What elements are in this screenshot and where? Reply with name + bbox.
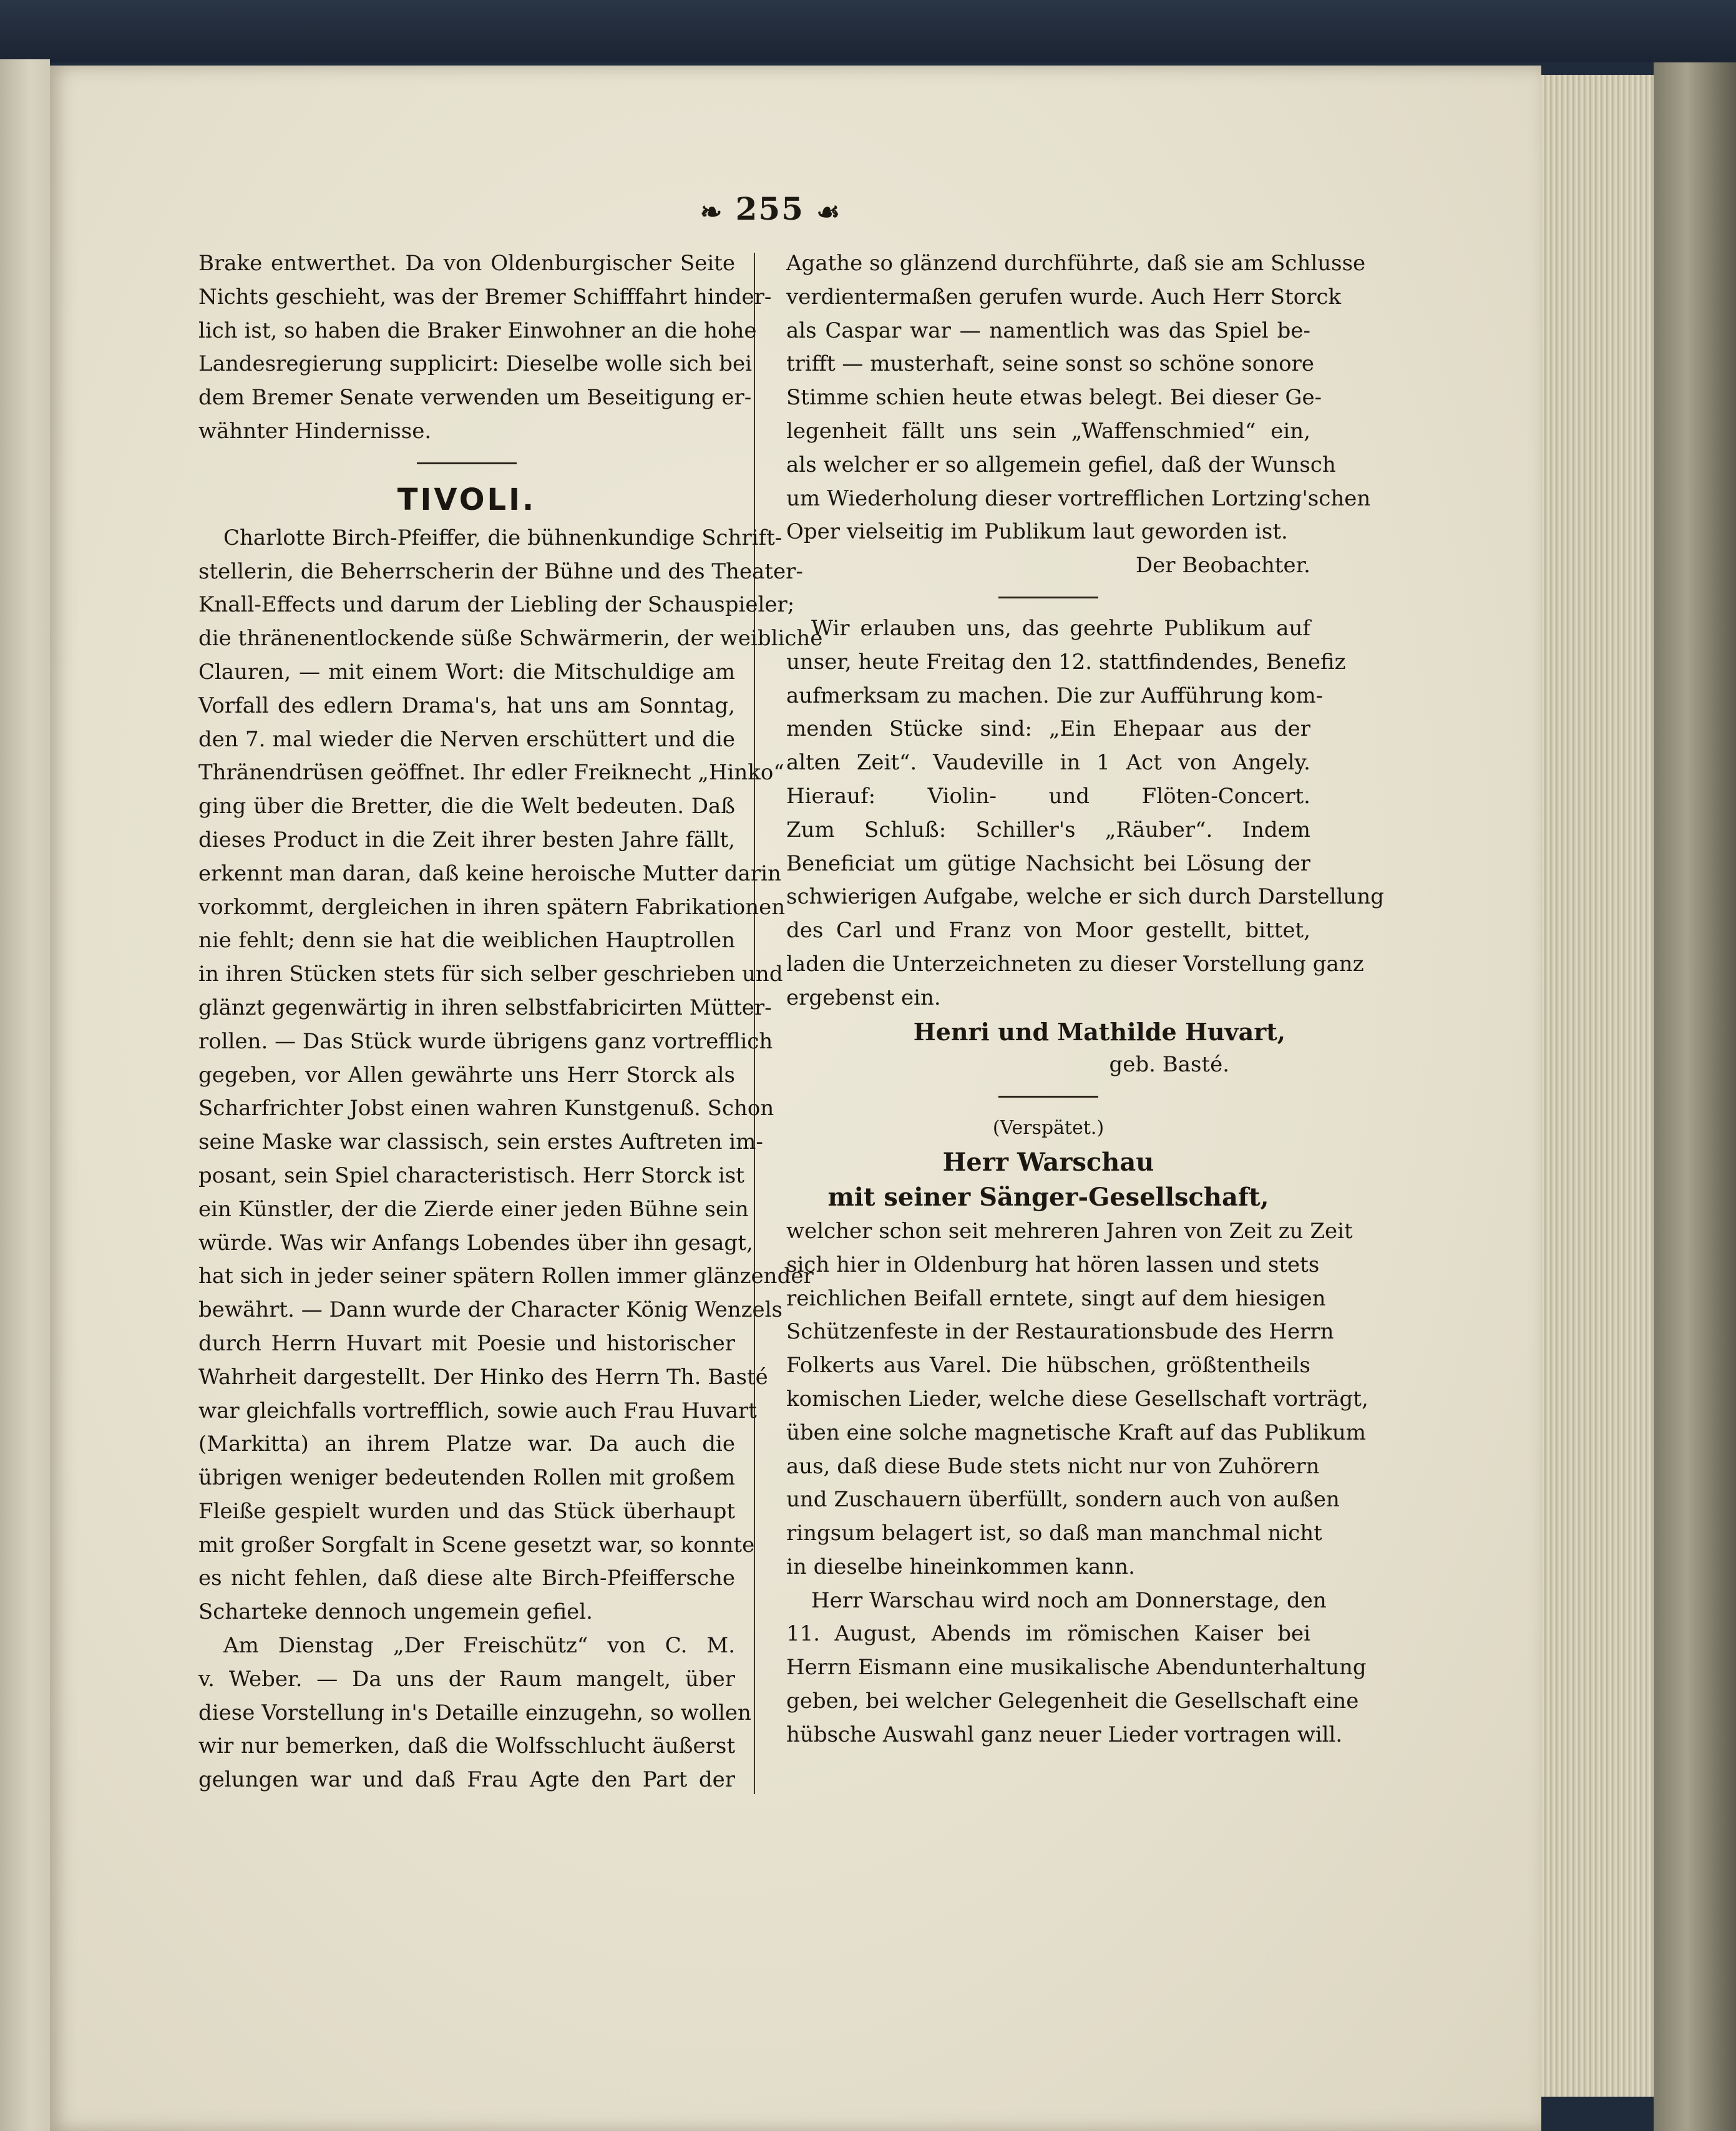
text-line: bewährt. — Dann wurde der Character König Wenzels xyxy=(198,1297,783,1323)
book-cover-top xyxy=(0,0,1736,62)
text-line: Knall-Effects und darum der Liebling der Schauspieler; xyxy=(198,592,795,618)
subheading-warschau: Herr Warschau xyxy=(942,1147,1154,1177)
text-line: posant, sein Spiel characteristisch. Herr Storck ist xyxy=(198,1163,744,1188)
text-line: ergebenst ein. xyxy=(786,985,941,1010)
text-line: lich ist, so haben die Braker Einwohner an die hohe xyxy=(198,318,757,343)
text-line: geben, bei welcher Gelegenheit die Gesellschaft eine xyxy=(786,1689,1359,1714)
text-line: Hierauf: Violin- und Flöten-Concert. xyxy=(786,783,1310,809)
text-line: Schützenfeste in der Restaurationsbude des Herrn xyxy=(786,1319,1334,1345)
text-line: durch Herrn Huvart mit Poesie und historischer xyxy=(198,1330,735,1356)
signature-nee: geb. Basté. xyxy=(1109,1052,1229,1078)
text-line: übrigen weniger bedeutenden Rollen mit großem xyxy=(198,1465,735,1491)
text-line: Nichts geschieht, was der Bremer Schifffahrt hinder- xyxy=(198,284,772,310)
text-line: würde. Was wir Anfangs Lobendes über ihn gesagt, xyxy=(198,1230,753,1256)
text-line: Scharfrichter Jobst einen wahren Kunstgenuß. Schon xyxy=(198,1096,774,1121)
text-line: Oper vielseitig im Publikum laut geworden ist. xyxy=(786,519,1288,545)
section-rule xyxy=(998,1096,1098,1098)
text-line: nie fehlt; denn sie hat die weiblichen Hauptrollen xyxy=(198,928,735,953)
signature-huvart: Henri und Mathilde Huvart, xyxy=(913,1017,1285,1046)
freischuetz-paragraph xyxy=(198,1629,751,1797)
text-line: vorkommt, dergleichen in ihren spätern Fabrikationen xyxy=(198,894,786,920)
text-line: hat sich in jeder seiner spätern Rollen immer glänzender xyxy=(198,1264,814,1289)
text-line: Wahrheit dargestellt. Der Hinko des Herrn Th. Basté xyxy=(198,1364,768,1390)
section-rule xyxy=(417,462,517,464)
text-line: wir nur bemerken, daß die Wolfsschlucht äußerst xyxy=(198,1734,735,1759)
text-line: menden Stücke sind: „Ein Ehepaar aus der xyxy=(786,716,1310,742)
text-line: war gleichfalls vortrefflich, sowie auch Frau Huvart xyxy=(198,1398,757,1423)
text-line: reichlichen Beifall erntete, singt auf dem hiesigen xyxy=(786,1285,1326,1311)
text-line: schwierigen Aufgabe, welche er sich durch Darstellung xyxy=(786,884,1384,910)
warschau-paragraph-2 xyxy=(786,1584,1367,1752)
text-line: ein Künstler, der die Zierde einer jeden Bühne sein xyxy=(198,1196,749,1222)
text-line: 11. August, Abends im römischen Kaiser bei xyxy=(786,1621,1310,1647)
text-line: Folkerts aus Varel. Die hübschen, größtentheils xyxy=(786,1353,1310,1378)
text-line: gelungen war und daß Frau Agte den Part der xyxy=(198,1767,735,1793)
text-line: sich hier in Oldenburg hat hören lassen und stets xyxy=(786,1252,1320,1277)
warschau-paragraph xyxy=(786,1215,1368,1584)
text-line: Am Dienstag „Der Freischütz“ von C. M. xyxy=(223,1633,735,1659)
text-line: Charlotte Birch-Pfeiffer, die bühnenkundige Schrift- xyxy=(223,525,783,550)
subheading-gesellschaft: mit seiner Sänger-Gesellschaft, xyxy=(827,1182,1269,1212)
text-line: Agathe so glänzend durchführte, daß sie am Schlusse xyxy=(786,251,1366,276)
text-line: Zum Schluß: Schiller's „Räuber“. Indem xyxy=(786,817,1310,842)
book-board xyxy=(1654,62,1736,2131)
benefit-paragraph xyxy=(786,612,1384,1015)
text-line: diese Vorstellung in's Detaille einzugehn, so wollen xyxy=(198,1700,751,1725)
text-line: aus, daß diese Bude stets nicht nur von Zuhörern xyxy=(786,1453,1320,1479)
text-line: Wir erlauben uns, das geehrte Publikum auf xyxy=(811,615,1310,641)
text-line: verdientermaßen gerufen wurde. Auch Herr Storck xyxy=(786,284,1342,310)
text-line: und Zuschauern überfüllt, sondern auch von außen xyxy=(786,1487,1340,1513)
right-top-paragraph xyxy=(786,247,1371,549)
text-line: komischen Lieder, welche diese Gesellschaft vorträgt, xyxy=(786,1386,1368,1412)
text-line: dem Bremer Senate verwenden um Beseitigung er- xyxy=(198,385,752,411)
section-heading-tivoli: TIVOLI. xyxy=(397,482,537,517)
left-ornament-icon: ❧ xyxy=(700,196,724,227)
page-number-header xyxy=(649,190,892,228)
text-line: alten Zeit“. Vaudeville in 1 Act von Angely. xyxy=(786,750,1310,776)
text-line: ging über die Bretter, die die Welt bedeuten. Daß xyxy=(198,794,735,819)
text-line: rollen. — Das Stück wurde übrigens ganz vortrefflich xyxy=(198,1028,773,1054)
text-line: laden die Unterzeichneten zu dieser Vorstellung ganz xyxy=(786,951,1364,977)
text-line: Scharteke dennoch ungemein gefiel. xyxy=(198,1599,593,1625)
text-line: mit großer Sorgfalt in Scene gesetzt war, so konnte xyxy=(198,1532,755,1558)
text-line: als welcher er so allgemein gefiel, daß der Wunsch xyxy=(786,452,1336,477)
text-line: v. Weber. — Da uns der Raum mangelt, über xyxy=(198,1666,735,1692)
section-rule xyxy=(998,597,1098,598)
text-line: Herr Warschau wird noch am Donnerstage, den xyxy=(811,1587,1327,1613)
text-line: erkennt man daran, daß keine heroische Mutter darin xyxy=(198,861,781,886)
text-line: ringsum belagert ist, so daß man manchmal nicht xyxy=(786,1521,1322,1546)
left-column xyxy=(198,247,823,1797)
text-line: es nicht fehlen, daß diese alte Birch-Pfeiffersche xyxy=(198,1566,735,1591)
text-line: Landesregierung supplicirt: Dieselbe wolle sich bei xyxy=(198,351,753,377)
text-line: als Caspar war — namentlich was das Spiel be- xyxy=(786,318,1310,343)
text-line: des Carl und Franz von Moor gestellt, bittet, xyxy=(786,918,1310,944)
text-line: aufmerksam zu machen. Die zur Aufführung kom- xyxy=(786,683,1324,708)
text-line: legenheit fällt uns sein „Waffenschmied“ ein, xyxy=(786,418,1310,444)
text-line: dieses Product in die Zeit ihrer besten Jahre fällt, xyxy=(198,827,735,852)
text-line: in ihren Stücken stets für sich selber geschrieben und xyxy=(198,962,783,987)
right-ornament-icon: ☙ xyxy=(816,196,842,227)
text-line: trifft — musterhaft, seine sonst so schöne sonore xyxy=(786,351,1314,377)
text-line: glänzt gegenwärtig in ihren selbstfabricirten Mütter- xyxy=(198,995,772,1020)
page-number: 255 xyxy=(735,190,804,227)
late-note: (Verspätet.) xyxy=(992,1117,1105,1139)
text-line: stellerin, die Beherrscherin der Bühne und des Theater- xyxy=(198,558,803,584)
column-divider xyxy=(754,253,755,1794)
text-line: in dieselbe hineinkommen kann. xyxy=(786,1554,1135,1579)
right-column xyxy=(786,247,1384,1752)
left-top-paragraph xyxy=(198,247,772,449)
tivoli-paragraph xyxy=(198,522,823,1629)
page-stack-edge xyxy=(1541,75,1654,2097)
text-line: (Markitta) an ihrem Platze war. Da auch die xyxy=(198,1431,735,1457)
text-line: Thränendrüsen geöffnet. Ihr edler Freiknecht „Hinko“ xyxy=(198,760,784,786)
text-line: Beneficiat um gütige Nachsicht bei Lösung der xyxy=(786,851,1310,876)
text-line: unser, heute Freitag den 12. stattfindendes, Benefiz xyxy=(786,649,1346,675)
text-line: die thränenentlockende süße Schwärmerin, der weibliche xyxy=(198,626,823,651)
text-line: welcher schon seit mehreren Jahren von Zeit zu Zeit xyxy=(786,1218,1353,1244)
text-line: Fleiße gespielt wurden und das Stück überhaupt xyxy=(198,1498,735,1524)
facing-page-edge xyxy=(0,59,50,2131)
text-line: hübsche Auswahl ganz neuer Lieder vortragen will. xyxy=(786,1722,1343,1747)
text-line: Stimme schien heute etwas belegt. Bei dieser Ge- xyxy=(786,385,1322,411)
text-line: gegeben, vor Allen gewährte uns Herr Storck als xyxy=(198,1062,735,1088)
text-line: Herrn Eismann eine musikalische Abendunterhaltung xyxy=(786,1655,1367,1680)
text-line: um Wiederholung dieser vortrefflichen Lortzing'schen xyxy=(786,485,1371,511)
text-line: Vorfall des edlern Drama's, hat uns am Sonntag, xyxy=(198,693,735,718)
text-line: wähnter Hindernisse. xyxy=(198,418,432,444)
text-line: seine Maske war classisch, sein erstes Auftreten im- xyxy=(198,1129,763,1155)
text-line: den 7. mal wieder die Nerven erschüttert und die xyxy=(198,726,735,752)
text-line: Clauren, — mit einem Wort: die Mitschuldige am xyxy=(198,659,735,685)
text-line: üben eine solche magnetische Kraft auf das Publikum xyxy=(786,1420,1366,1445)
signature-beobachter: Der Beobachter. xyxy=(1135,553,1310,578)
text-line: Brake entwerthet. Da von Oldenburgischer Seite xyxy=(198,251,735,276)
